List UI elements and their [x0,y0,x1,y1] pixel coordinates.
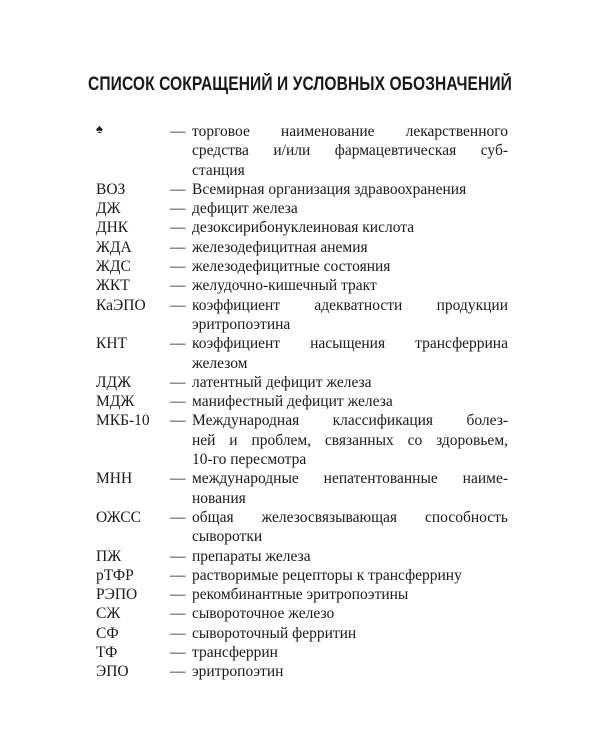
definition-line: желудочно-кишечный тракт [192,277,377,295]
abbreviation-entry [96,199,508,218]
definition-line: 10-го пересмотра [192,451,307,469]
abbreviation-entry [96,218,508,237]
entry-dash: — [170,605,186,623]
entry-dash: — [170,644,186,662]
abbreviation-entry [96,122,508,180]
abbreviation-term: ЖКТ [96,277,130,295]
abbreviation-term: КаЭПО [96,296,146,314]
abbreviation-definition [192,296,508,335]
abbreviation-definition [192,122,508,180]
definition-line: сывороточный ферритин [192,624,357,642]
definition-line: общая железосвязывающая способность [192,508,508,526]
definition-line: сывороточное железо [192,605,335,623]
abbreviation-entry [96,334,508,373]
definition-line: железом [192,354,248,372]
abbreviation-entry [96,373,508,392]
definition-line: Всемирная организация здравоохранения [192,180,467,198]
abbreviation-definition [192,643,508,662]
abbreviation-entry [96,566,508,585]
abbreviation-definition [192,218,508,237]
definition-line: трансферрин [192,644,278,662]
abbreviation-definition [192,276,508,295]
abbreviation-entry [96,238,508,257]
definition-line: дезоксирибонуклеиновая кислота [192,219,415,237]
abbreviation-term: КНТ [96,335,127,353]
definition-line: средства и/или фармацевтическая суб- [192,142,508,160]
abbreviation-term: ЭПО [96,663,129,681]
abbreviation-term: ЖДС [96,258,131,276]
definition-line: железодефицитные состояния [192,258,391,276]
abbreviation-definition [192,180,508,199]
abbreviation-entry [96,643,508,662]
abbreviation-definition [192,508,508,547]
abbreviation-term: МКБ-10 [96,412,150,430]
definition-line: коэффициент адекватности продукции [192,296,508,314]
definition-line: препараты железа [192,547,311,565]
abbreviation-definition [192,199,508,218]
definition-line: железодефицитная анемия [192,238,368,256]
entry-dash: — [170,180,186,198]
abbreviation-definition [192,585,508,604]
entry-dash: — [170,335,186,353]
definition-line: международные непатентованные наиме- [192,470,508,488]
abbreviation-entry [96,547,508,566]
definition-line: ней и проблем, связанных со здоровьем, [192,431,508,449]
abbreviation-term: ДНК [96,219,129,237]
abbreviation-term: ВОЗ [96,180,126,198]
abbreviation-entry [96,604,508,623]
abbreviation-entry [96,276,508,295]
definition-line: станция [192,161,245,179]
entry-dash: — [170,586,186,604]
abbreviation-term: ОЖСС [96,508,141,526]
page-title: СПИСОК СОКРАЩЕНИЙ И УСЛОВНЫХ ОБОЗНАЧЕНИЙ [88,74,512,95]
definition-line: латентный дефицит железа [192,373,372,391]
abbreviation-definition [192,392,508,411]
definition-line: рекомбинантные эритропоэтины [192,586,409,604]
entry-dash: — [170,296,186,314]
entry-dash: — [170,624,186,642]
abbreviation-entry [96,624,508,643]
abbreviation-definition [192,411,508,469]
abbreviation-definition [192,257,508,276]
definition-line: торговое наименование лекарственного [192,123,508,140]
trademark-symbol-icon: ♠ [96,121,103,136]
abbreviation-entry [96,392,508,411]
abbreviation-entry [96,296,508,335]
abbreviation-entry [96,257,508,276]
definition-line: дефицит железа [192,200,298,218]
abbreviation-definition [192,334,508,373]
abbreviation-term: РЭПО [96,586,138,604]
definition-line: нования [192,489,246,507]
abbreviation-definition [192,469,508,508]
abbreviation-term: ЛДЖ [96,373,131,391]
definition-line: коэффициент насыщения трансферрина [192,335,508,353]
abbreviation-definition [192,624,508,643]
entry-dash: — [170,277,186,295]
definition-line: растворимые рецепторы к трансферрину [192,566,462,584]
abbreviation-term: ДЖ [96,200,121,218]
entry-dash: — [170,393,186,411]
entry-dash: — [170,508,186,526]
abbreviation-entry [96,180,508,199]
abbreviation-definition [192,662,508,681]
definition-line: эритропоэтина [192,315,291,333]
entry-dash: — [170,258,186,276]
entry-dash: — [170,412,186,430]
entry-dash: — [170,470,186,488]
entry-dash: — [170,373,186,391]
abbreviation-entry [96,662,508,681]
entry-dash: — [170,566,186,584]
definition-line: Международная классификация болез- [192,412,508,430]
abbreviation-term: СЖ [96,605,121,623]
abbreviation-term: МДЖ [96,393,135,411]
abbreviation-term: ТФ [96,644,118,662]
entry-dash: — [170,663,186,681]
entry-dash: — [170,238,186,256]
abbreviation-definition [192,373,508,392]
abbreviation-term: ЖДА [96,238,132,256]
abbreviation-term: СФ [96,624,119,642]
abbreviation-term: рТФР [96,566,134,584]
abbreviation-definition [192,566,508,585]
abbreviation-list [96,122,508,682]
abbreviation-definition [192,238,508,257]
abbreviation-entry [96,585,508,604]
entry-dash: — [170,123,186,140]
abbreviation-definition [192,547,508,566]
definition-line: манифестный дефицит железа [192,393,393,411]
entry-dash: — [170,200,186,218]
abbreviation-term [96,122,170,141]
abbreviation-term: МНН [96,470,133,488]
abbreviation-term: ПЖ [96,547,122,565]
definition-line: эритропоэтин [192,663,284,681]
entry-dash: — [170,547,186,565]
abbreviation-definition [192,604,508,623]
entry-dash: — [170,219,186,237]
abbreviation-entry [96,411,508,469]
abbreviation-entry [96,508,508,547]
abbreviation-entry [96,469,508,508]
definition-line: сыворотки [192,528,263,546]
